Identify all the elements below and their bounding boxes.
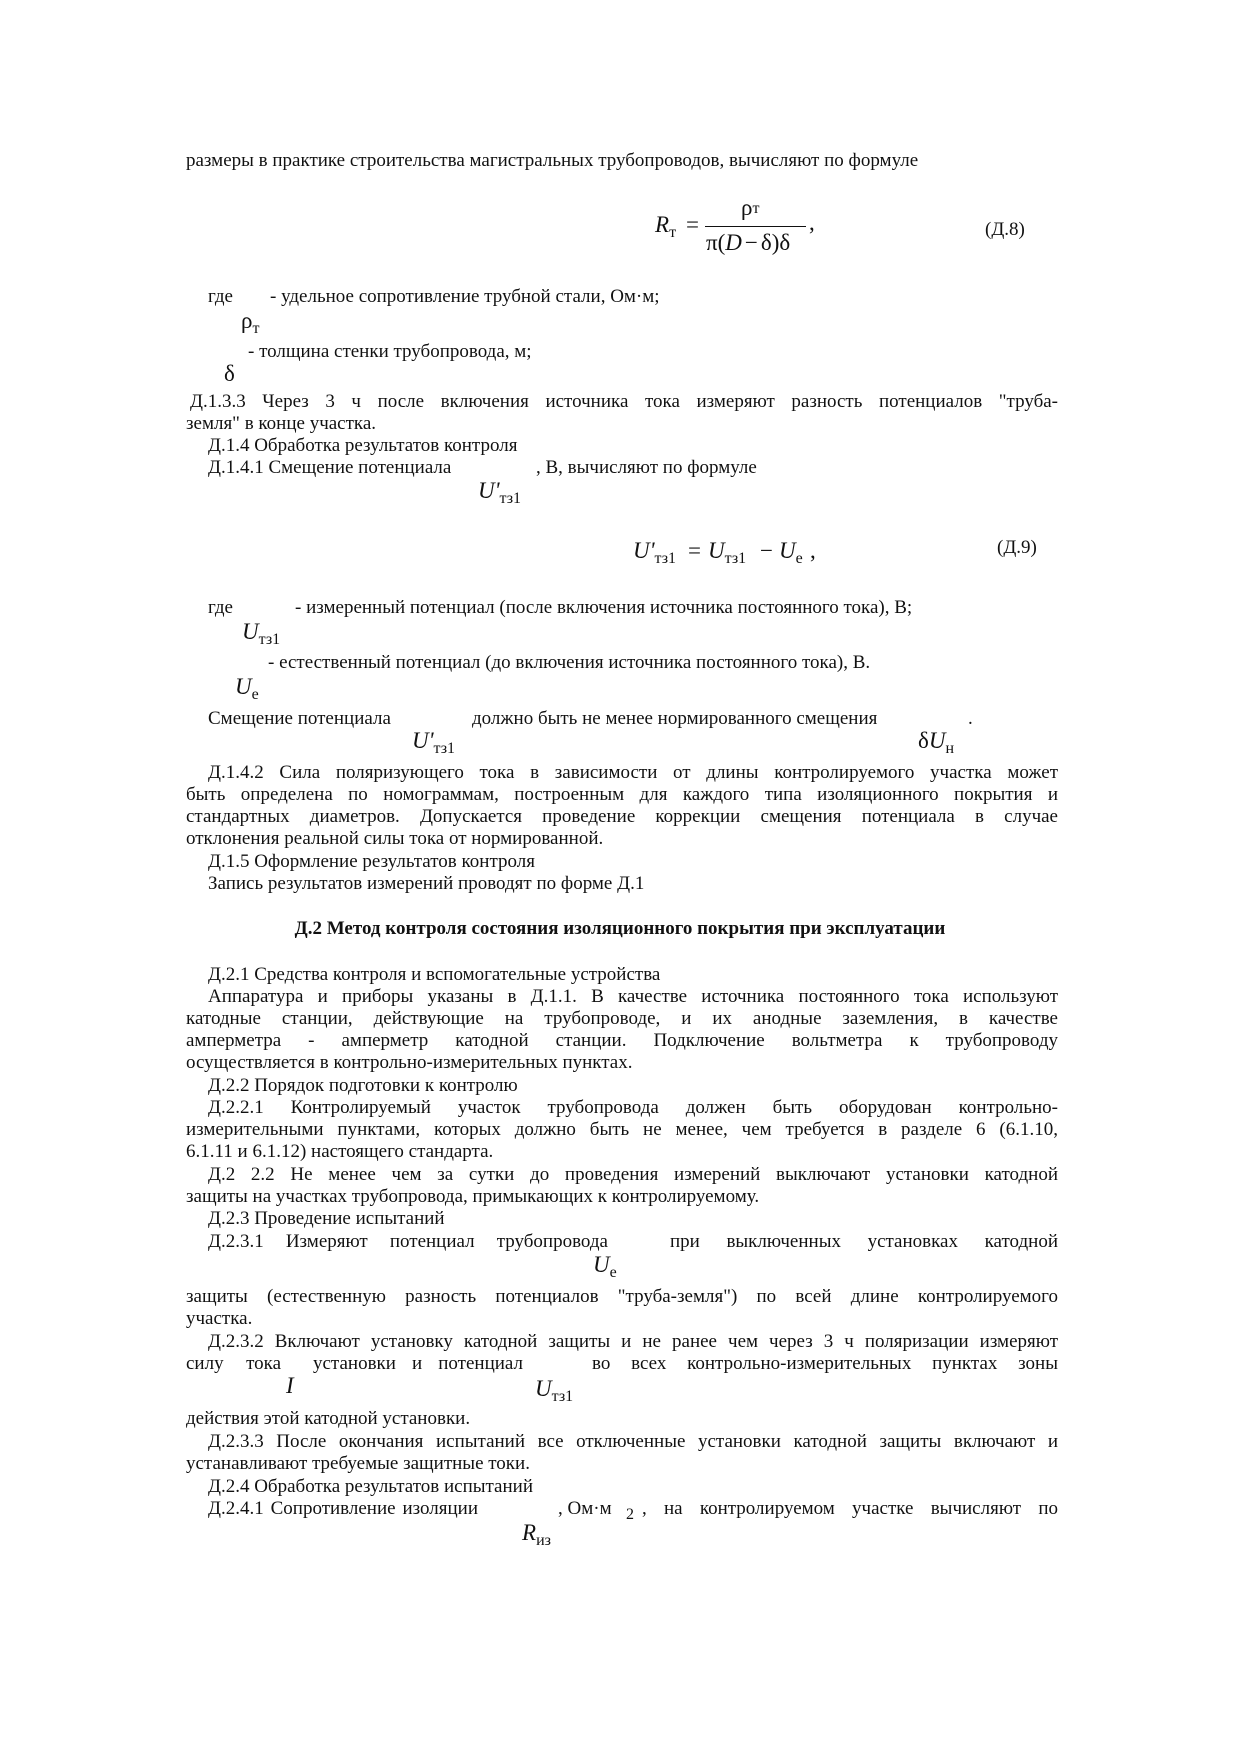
paragraph-d233-line1: Д.2.3.3 После окончания испытаний все отключенные установки катодной защиты включают и bbox=[208, 1431, 1058, 1452]
paragraph-d221-line3: 6.1.11 и 6.1.12) настоящего стандарта. bbox=[186, 1141, 494, 1162]
where-word: где bbox=[208, 286, 233, 307]
paragraph-d21-line4: осуществляется в контрольно-измерительных пунктах. bbox=[186, 1052, 633, 1073]
symbol-delta: δ bbox=[224, 361, 235, 386]
subscript: тз1 bbox=[258, 631, 281, 648]
subscript: из bbox=[536, 1532, 551, 1549]
paren-open: ( bbox=[717, 230, 726, 255]
paragraph-d232-c: во всех контрольно-измерительных пунктах зоны bbox=[592, 1353, 1058, 1374]
heading-d22: Д.2.2 Порядок подготовки к контролю bbox=[208, 1075, 518, 1096]
paragraph-d231-a: Д.2.3.1 Измеряют потенциал трубопровода bbox=[208, 1231, 608, 1252]
paragraph-d21-line1: Аппаратура и приборы указаны в Д.1.1. В качестве источника постоянного тока используют bbox=[208, 986, 1058, 1007]
paragraph-d222-line1: Д.2 2.2 Не менее чем за сутки до проведения измерений выключают установки катодной bbox=[208, 1164, 1058, 1185]
paragraph-d241-b: , Ом·м bbox=[558, 1498, 612, 1519]
formula-d8-lhs bbox=[655, 212, 677, 241]
symbol-delta: δ bbox=[918, 728, 929, 753]
paragraph-d15: Запись результатов измерений проводят по форме Д.1 bbox=[208, 873, 645, 894]
paragraph-d232-line1: Д.2.3.2 Включают установку катодной защиты и не ранее чем через 3 ч поляризации измеряют bbox=[208, 1331, 1058, 1352]
superscript-2: 2 bbox=[626, 1506, 634, 1523]
symbol-r-iz bbox=[522, 1520, 551, 1549]
symbol-u: U bbox=[928, 728, 946, 753]
symbol-u-tz1 bbox=[535, 1376, 574, 1405]
formula-number-d8: (Д.8) bbox=[985, 219, 1025, 240]
shift-text-a: Смещение потенциала bbox=[208, 708, 391, 729]
formula-comma: , bbox=[809, 210, 815, 235]
subscript: е bbox=[251, 686, 259, 703]
formula-d9-ue bbox=[779, 538, 803, 567]
formula-d9-u bbox=[708, 538, 747, 567]
symbol-u: U bbox=[593, 1252, 610, 1277]
formula-d9-lhs bbox=[633, 538, 677, 567]
formula-d8-numerator bbox=[741, 195, 759, 221]
equals-sign: = bbox=[688, 538, 701, 563]
symbol-u-tz1-prime bbox=[412, 728, 456, 757]
subscript: тз1 bbox=[724, 550, 747, 567]
formula-d8-denominator bbox=[706, 230, 790, 256]
subscript: е bbox=[609, 1264, 617, 1281]
shift-text-c: . bbox=[968, 708, 973, 729]
paragraph-d21-line3: амперметра - амперметр катодной станции. Подключение вольтметра к трубопроводу bbox=[186, 1030, 1058, 1051]
paragraph-d231-line3: участка. bbox=[186, 1308, 253, 1329]
symbol-delta-u-n bbox=[918, 728, 955, 757]
paragraph-d233-line2: устанавливают требуемые защитные токи. bbox=[186, 1453, 530, 1474]
heading-d14: Д.1.4 Обработка результатов контроля bbox=[208, 435, 518, 456]
where-def-delta: - толщина стенки трубопровода, м; bbox=[248, 341, 532, 362]
formula-number-d9: (Д.9) bbox=[997, 537, 1037, 558]
symbol-u-prime: U' bbox=[412, 728, 434, 753]
symbol-pi: π bbox=[706, 230, 718, 255]
paragraph-d232-line3: действия этой катодной установки. bbox=[186, 1408, 471, 1429]
paragraph-d142-line3: стандартных диаметров. Допускается проведение коррекции смещения потенциала в случае bbox=[186, 806, 1058, 827]
paragraph-d241-a: Д.2.4.1 Сопротивление изоляции bbox=[208, 1498, 478, 1519]
shift-text-b: должно быть не менее нормированного смещения bbox=[472, 708, 878, 729]
symbol-u: U bbox=[242, 619, 259, 644]
paragraph-d221-line1: Д.2.2.1 Контролируемый участок трубопровода должен быть оборудован контрольно- bbox=[208, 1097, 1058, 1118]
heading-d24: Д.2.4 Обработка результатов испытаний bbox=[208, 1476, 533, 1497]
equals-sign: = bbox=[686, 212, 699, 237]
symbol-u-tz1-prime bbox=[478, 478, 522, 507]
symbol-u-e bbox=[235, 674, 259, 703]
paragraph-d133-line2: земля" в конце участка. bbox=[186, 413, 377, 434]
paragraph-d133-line1: Д.1.3.3 Через 3 ч после включения источника тока измеряют разность потенциалов "труба- bbox=[190, 391, 1058, 412]
paragraph-d21-line2: катодные станции, действующие на трубопроводе, и их анодные заземления, в качестве bbox=[186, 1008, 1058, 1029]
paragraph-d231-b: при выключенных установках катодной bbox=[670, 1231, 1058, 1252]
symbol-delta: δ bbox=[760, 230, 772, 255]
subscript: т bbox=[669, 224, 677, 241]
symbol-r: R bbox=[655, 212, 670, 237]
symbol-r: R bbox=[522, 1520, 537, 1545]
symbol-i: I bbox=[286, 1373, 294, 1398]
where-word: где bbox=[208, 597, 233, 618]
symbol-u-tz1 bbox=[242, 619, 281, 648]
section-heading-d2: Д.2 Метод контроля состояния изоляционного покрытия при эксплуатации bbox=[294, 918, 946, 939]
symbol-u-prime: U' bbox=[633, 538, 655, 563]
subscript: тз1 bbox=[551, 1388, 574, 1405]
where-def-rho: - удельное сопротивление трубной стали, Ом·м; bbox=[270, 286, 660, 307]
paragraph-d142-line4: отклонения реальной силы тока от нормированной. bbox=[186, 828, 604, 849]
symbol-rho: ρ bbox=[741, 195, 753, 220]
heading-d23: Д.2.3 Проведение испытаний bbox=[208, 1208, 445, 1229]
formula-comma: , bbox=[810, 538, 816, 563]
paragraph-d232-b: установки и потенциал bbox=[313, 1353, 523, 1374]
heading-d21: Д.2.1 Средства контроля и вспомогательные устройства bbox=[208, 964, 661, 985]
paragraph-d222-line2: защиты на участках трубопровода, примыкающих к контролируемому. bbox=[186, 1186, 760, 1207]
heading-d15: Д.1.5 Оформление результатов контроля bbox=[208, 851, 535, 872]
symbol-u-e bbox=[593, 1252, 617, 1281]
where-def-ue: - естественный потенциал (до включения источника постоянного тока), В. bbox=[268, 652, 871, 673]
subscript: тз1 bbox=[654, 550, 677, 567]
symbol-u: U bbox=[708, 538, 725, 563]
paragraph-d142-line1: Д.1.4.2 Сила поляризующего тока в зависимости от длины контролируемого участка может bbox=[208, 762, 1058, 783]
symbol-rho-t bbox=[241, 308, 260, 337]
paragraph-d241-c: , на контролируемом участке вычисляют по bbox=[642, 1498, 1058, 1519]
symbol-rho: ρ bbox=[241, 308, 253, 333]
symbol-u-prime: U' bbox=[478, 478, 500, 503]
subscript: н bbox=[945, 740, 955, 757]
symbol-d: D bbox=[725, 230, 742, 255]
minus-sign: − bbox=[744, 230, 758, 255]
symbol-u: U bbox=[535, 1376, 552, 1401]
paragraph-d232-a: силу тока bbox=[186, 1353, 281, 1374]
symbol-delta: δ bbox=[779, 230, 791, 255]
symbol-u: U bbox=[779, 538, 796, 563]
where-def-utz1: - измеренный потенциал (после включения источника постоянного тока), В; bbox=[295, 597, 913, 618]
subscript: т bbox=[252, 320, 260, 337]
minus-sign: − bbox=[760, 538, 773, 563]
paren-close: ) bbox=[771, 230, 780, 255]
intro-line: размеры в практике строительства магистральных трубопроводов, вычисляют по формуле bbox=[186, 150, 919, 171]
subscript: т bbox=[752, 200, 760, 217]
paragraph-d221-line2: измерительными пунктами, которых должно быть не менее, чем требуется в разделе 6 (6.1.10, bbox=[186, 1119, 1058, 1140]
subscript: тз1 bbox=[499, 490, 522, 507]
fraction-bar bbox=[705, 226, 806, 227]
subscript: тз1 bbox=[433, 740, 456, 757]
paragraph-d141-b: , В, вычисляют по формуле bbox=[536, 457, 757, 478]
symbol-u: U bbox=[235, 674, 252, 699]
paragraph-d141-a: Д.1.4.1 Смещение потенциала bbox=[208, 457, 452, 478]
paragraph-d231-line2: защиты (естественную разность потенциалов "труба-земля") по всей длине контролируемого bbox=[186, 1286, 1058, 1307]
subscript: е bbox=[795, 550, 803, 567]
paragraph-d142-line2: быть определена по номограммам, построенным для каждого типа изоляционного покрытия и bbox=[186, 784, 1058, 805]
